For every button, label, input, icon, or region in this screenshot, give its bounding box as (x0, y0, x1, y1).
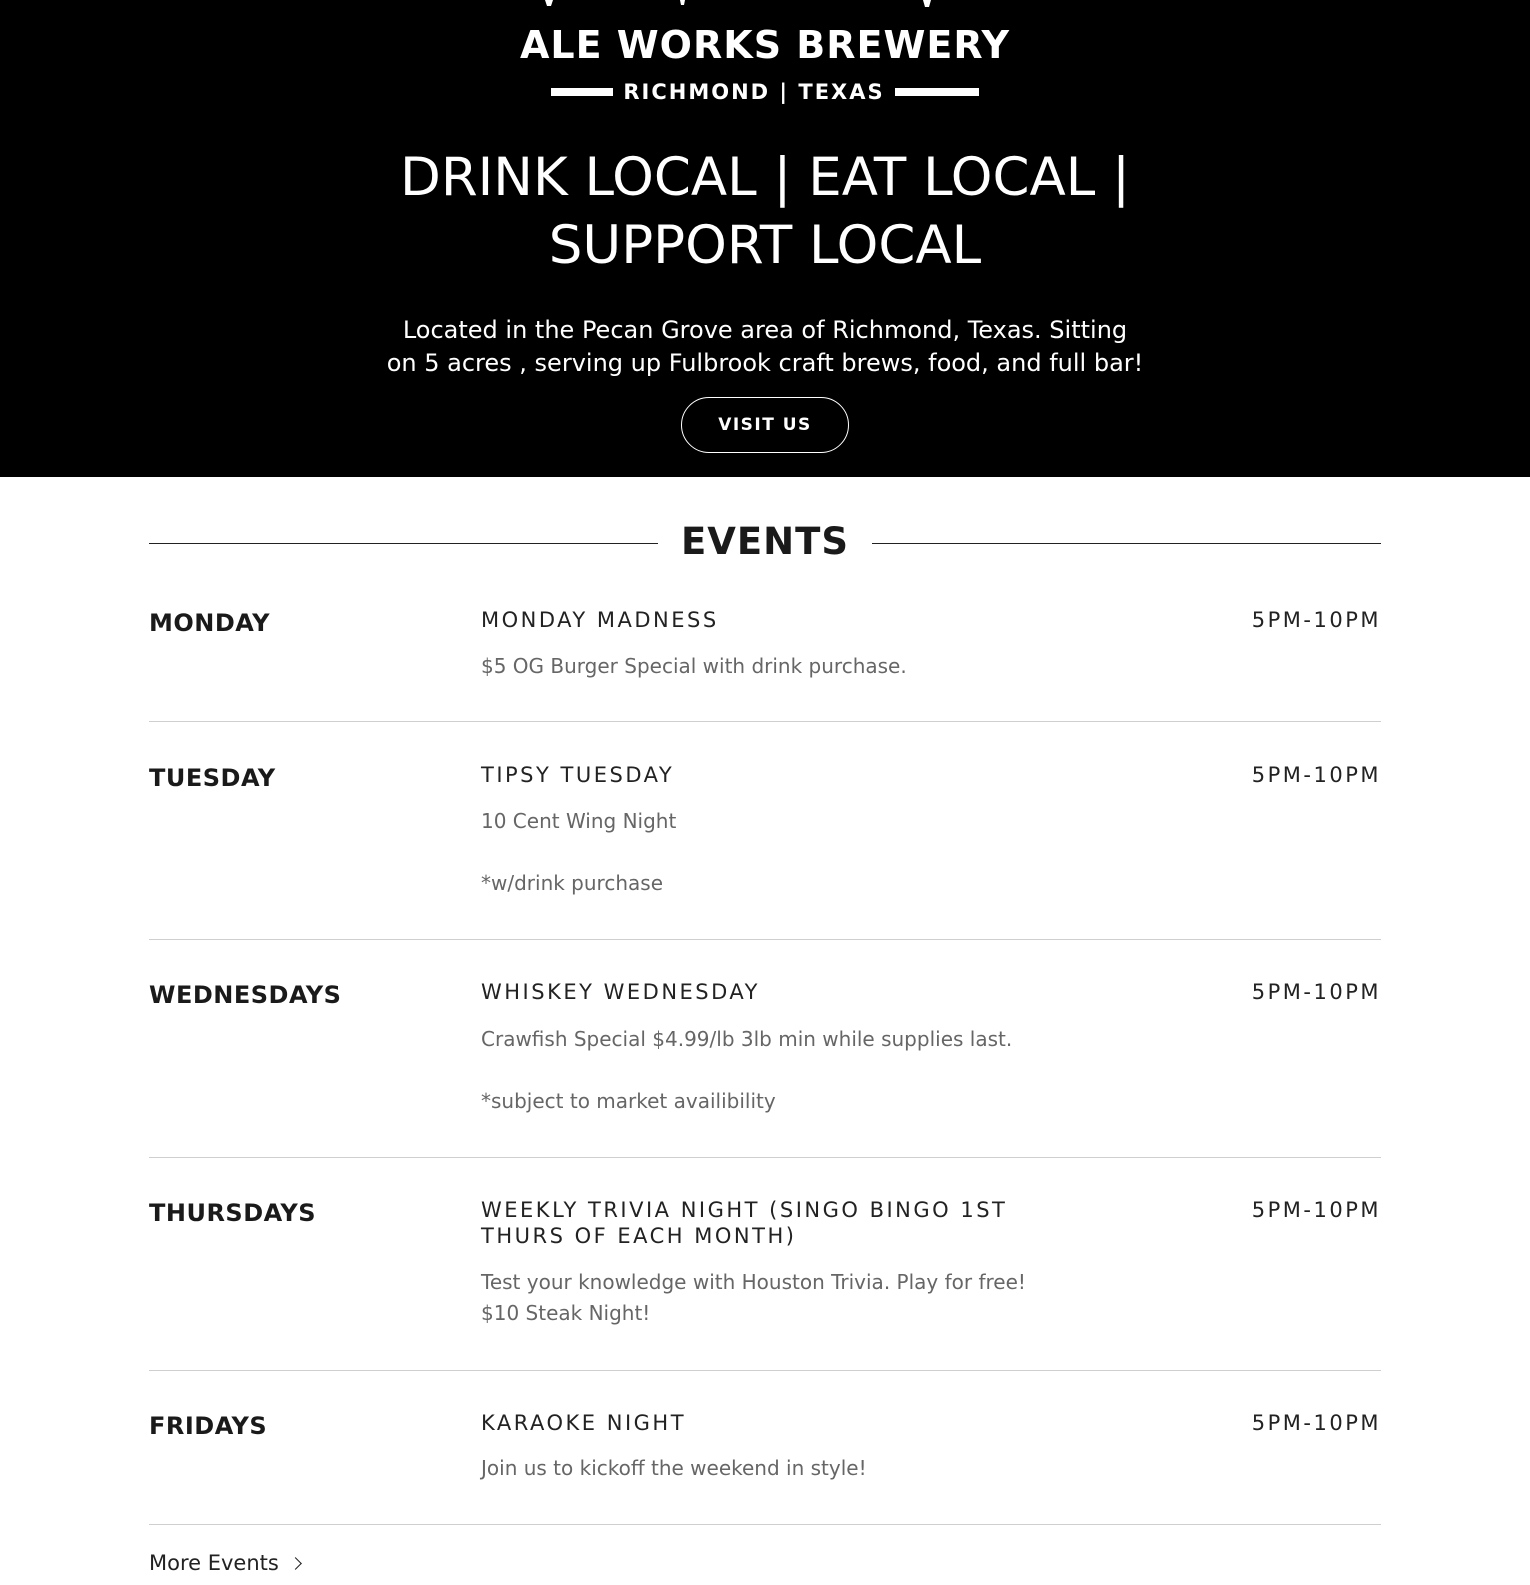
event-time: 5PM-10PM (1251, 1198, 1381, 1222)
hero-banner (0, 0, 1530, 477)
event-day: THURSDAYS (149, 1199, 317, 1227)
event-description (481, 1453, 1181, 1484)
hero-description (355, 314, 1175, 380)
event-description-line: Test your knowledge with Houston Trivia. Play for free! (481, 1270, 1026, 1294)
chevron-right-icon (289, 1557, 302, 1570)
event-day: MONDAY (149, 609, 270, 637)
event-description-line: $5 OG Burger Special with drink purchase. (481, 654, 907, 678)
more-events-label: More Events (149, 1551, 279, 1575)
hero-description-line-1: Located in the Pecan Grove area of Richmond, Texas. Sitting (402, 316, 1128, 344)
visit-us-button[interactable]: VISIT US (681, 397, 849, 453)
event-description-line: Join us to kickoff the weekend in style! (481, 1456, 867, 1480)
event-row-thursday (149, 1197, 1381, 1371)
hero-title-line-2: SUPPORT LOCAL (548, 215, 982, 276)
events-divider-left (149, 543, 658, 544)
event-name: TIPSY TUESDAY (481, 763, 675, 787)
event-time: 5PM-10PM (1251, 763, 1381, 787)
event-day: WEDNESDAYS (149, 981, 342, 1009)
logo-divider-right (895, 88, 979, 96)
event-description-line: 10 Cent Wing Night (481, 809, 677, 833)
event-name: WEEKLY TRIVIA NIGHT (SINGO BINGO 1ST THURS OF EACH MONTH) (481, 1198, 1008, 1248)
logo-ornament-icon (545, 0, 940, 8)
event-description-note: *subject to market availibility (481, 1089, 776, 1113)
event-description (481, 806, 1181, 899)
event-time: 5PM-10PM (1251, 980, 1381, 1004)
event-description-note: *w/drink purchase (481, 871, 663, 895)
event-name: KARAOKE NIGHT (481, 1411, 687, 1435)
event-row-tuesday (149, 762, 1381, 940)
hero-title-line-1: DRINK LOCAL | EAT LOCAL | (400, 147, 1130, 208)
logo-location-text: RICHMOND | TEXAS (623, 80, 885, 104)
events-header (149, 515, 1381, 569)
brewery-logo-location (0, 76, 1530, 108)
events-divider-right (872, 543, 1381, 544)
hero-description-line-2: on 5 acres , serving up Fulbrook craft brews, food, and full bar! (386, 349, 1144, 377)
event-name: MONDAY MADNESS (481, 608, 719, 632)
event-row-monday (149, 607, 1381, 722)
event-description-line: Crawfish Special $4.99/lb 3lb min while supplies last. (481, 1027, 1013, 1051)
more-events-link[interactable] (149, 1548, 300, 1578)
event-description-line: $10 Steak Night! (481, 1301, 651, 1325)
event-description (481, 1267, 1181, 1329)
events-title: EVENTS (680, 520, 850, 563)
event-description (481, 1024, 1181, 1117)
event-day: TUESDAY (149, 764, 276, 792)
event-row-wednesday (149, 979, 1381, 1158)
hero-title (340, 144, 1190, 280)
event-day: FRIDAYS (149, 1412, 268, 1440)
event-row-friday (149, 1410, 1381, 1525)
event-time: 5PM-10PM (1251, 608, 1381, 632)
event-time: 5PM-10PM (1251, 1411, 1381, 1435)
logo-divider-left (551, 88, 613, 96)
event-name: WHISKEY WEDNESDAY (481, 980, 760, 1004)
event-description (481, 651, 1181, 682)
brewery-logo-name: ALE WORKS BREWERY (519, 23, 1011, 67)
